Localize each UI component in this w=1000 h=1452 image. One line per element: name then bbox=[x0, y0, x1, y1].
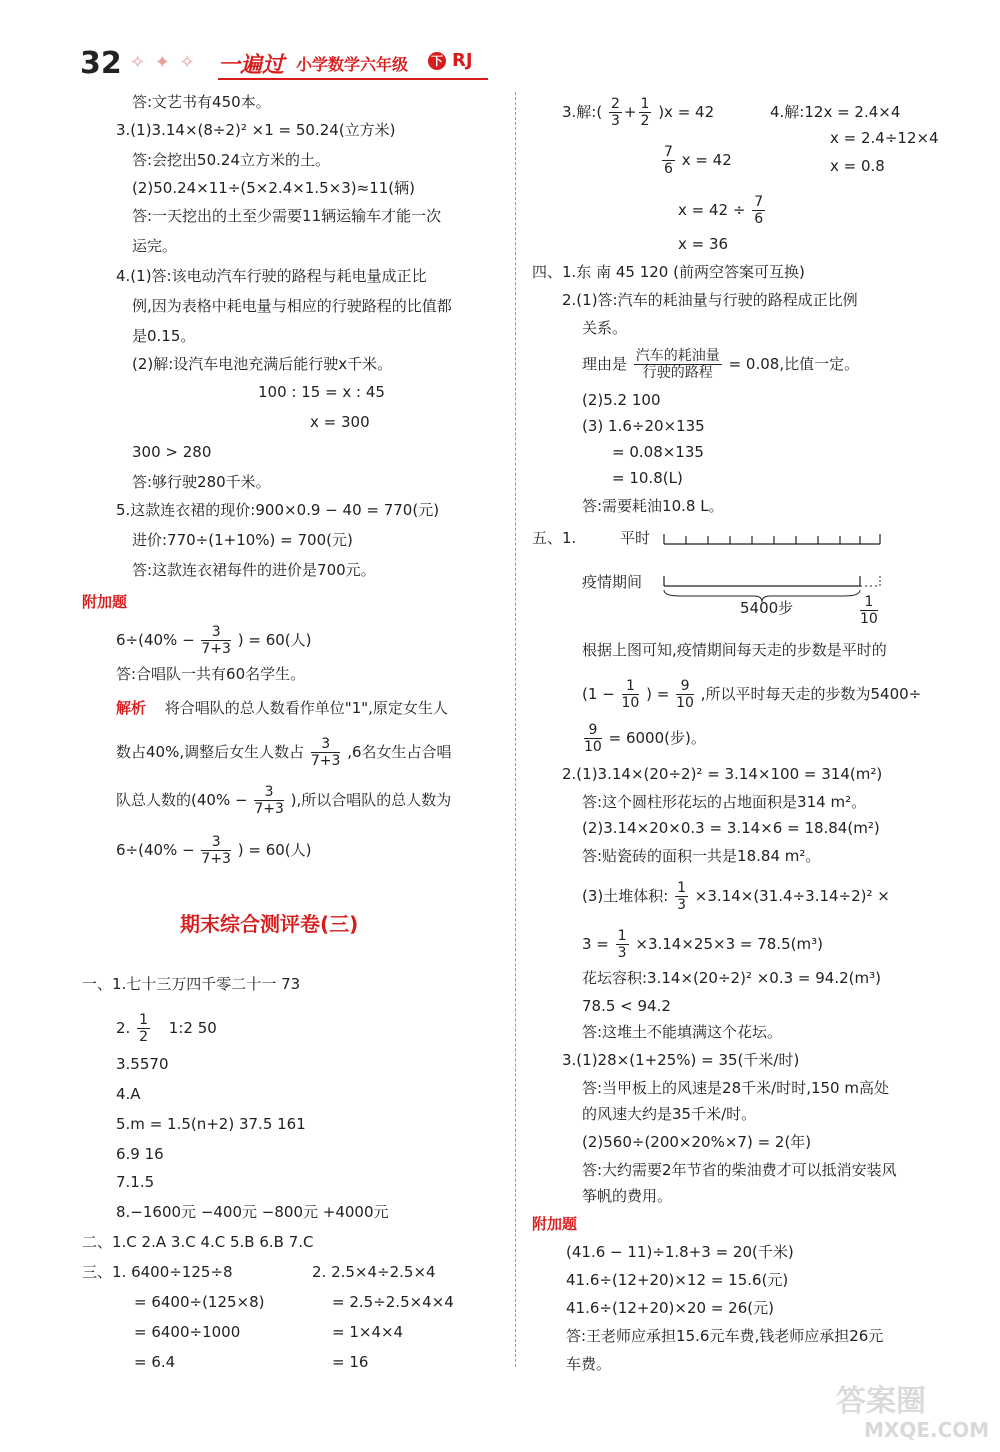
text-fragment: (1 − bbox=[582, 685, 615, 703]
answer-line: 四、1.东 南 45 120 (前两空答案可互换) bbox=[532, 263, 805, 281]
page-number: 32 bbox=[80, 46, 122, 81]
fraction-numerator: 7 bbox=[664, 144, 673, 160]
fraction-denominator: 7+3 bbox=[310, 753, 341, 769]
fraction-numerator: 3 bbox=[311, 736, 341, 753]
brand-logo: 一遍过 bbox=[218, 53, 285, 78]
equation-line: x = 36 bbox=[678, 235, 729, 253]
equation-line: x = 2.4÷12×4 bbox=[830, 129, 939, 147]
fraction bbox=[639, 96, 652, 129]
answer-line: 4.(1)答:该电动汽车行驶的路程与耗电量成正比 bbox=[116, 267, 427, 285]
answer-line: 花坛容积:3.14×(20÷2)² ×0.3 = 94.2(m³) bbox=[582, 969, 881, 987]
fraction bbox=[860, 594, 878, 627]
text-fragment: x = 42 ÷ bbox=[678, 201, 746, 219]
answer-line: 答:文艺书有450本。 bbox=[132, 93, 271, 111]
answer-line: 答:需要耗油10.8 L。 bbox=[582, 497, 724, 515]
answer-line: 三、1. 6400÷125÷8 bbox=[82, 1263, 233, 1281]
bonus-heading: 附加题 bbox=[82, 593, 128, 611]
fraction-numerator: 7 bbox=[754, 194, 764, 210]
header-decoration: ✧ ✦ ✧ bbox=[130, 52, 197, 73]
fraction bbox=[752, 194, 765, 227]
answer-line: 答:王老师应承担15.6元车费,钱老师应承担26元 bbox=[566, 1327, 884, 1345]
volume-badge: 下 bbox=[428, 52, 446, 70]
answer-line: 答:贴瓷砖的面积一共是18.84 m²。 bbox=[582, 847, 821, 865]
answer-line: (41.6 − 11)÷1.8+3 = 20(千米) bbox=[566, 1243, 794, 1261]
answer-line: (2)560÷(200×20%×7) = 2(年) bbox=[582, 1133, 812, 1151]
analysis-line bbox=[116, 784, 451, 817]
analysis-line bbox=[116, 736, 452, 769]
fraction bbox=[609, 96, 622, 129]
answer-line: 5.m = 1.5(n+2) 37.5 161 bbox=[116, 1115, 306, 1133]
fraction bbox=[584, 722, 602, 755]
text-fragment: = 6000(步)。 bbox=[608, 729, 706, 747]
fraction-denominator: 10 bbox=[584, 739, 602, 755]
text-fragment: 3 = bbox=[582, 935, 609, 953]
text-fragment: ,所以平时每天走的步数为5400÷ bbox=[700, 685, 922, 703]
equation-line: = 6400÷1000 bbox=[134, 1323, 241, 1341]
equation-line: x = 0.8 bbox=[830, 157, 885, 175]
answer-line: 41.6÷(12+20)×12 = 15.6(元) bbox=[566, 1271, 789, 1289]
bonus-equation bbox=[116, 624, 312, 657]
fraction-denominator: 3 bbox=[611, 113, 620, 129]
fraction-denominator: 行驶的路程 bbox=[642, 365, 713, 381]
answer-line bbox=[116, 1012, 217, 1045]
answer-line: 运完。 bbox=[132, 237, 178, 255]
answer-line: 一、1.七十三万四千零二十一 73 bbox=[82, 975, 301, 993]
equation-line: 2. 2.5×4÷2.5×4 bbox=[312, 1263, 436, 1281]
equation-line: = 16 bbox=[332, 1353, 369, 1371]
answer-line: (2)5.2 100 bbox=[582, 391, 661, 409]
answer-line: 3.(1)28×(1+25%) = 35(千米/时) bbox=[562, 1051, 800, 1069]
fraction-numerator: 1 bbox=[677, 880, 687, 896]
text-fragment: ×3.14×(31.4÷3.14÷2)² × bbox=[694, 887, 890, 905]
analysis-line bbox=[116, 834, 312, 867]
answer-line: 答:合唱队一共有60名学生。 bbox=[116, 665, 306, 683]
answer-line bbox=[582, 928, 823, 961]
answer-line: 关系。 bbox=[582, 319, 628, 337]
text-fragment: 将合唱队的总人数看作单位"1",原定女生人 bbox=[164, 699, 448, 717]
answer-line: 根据上图可知,疫情期间每天走的步数是平时的 bbox=[582, 641, 887, 659]
step-diagram bbox=[660, 526, 890, 636]
text-fragment: = 0.08,比值一定。 bbox=[728, 355, 860, 373]
answer-line: (2)50.24×11÷(5×2.4×1.5×3)≈11(辆) bbox=[132, 179, 415, 197]
answer-line bbox=[582, 722, 706, 755]
answer-line: 4.A bbox=[116, 1085, 141, 1103]
fraction bbox=[676, 678, 694, 711]
diagram-label-steps: 5400步 bbox=[740, 599, 794, 617]
text-fragment: ×3.14×25×3 = 78.5(m³) bbox=[635, 935, 823, 953]
fraction-denominator: 3 bbox=[617, 945, 627, 961]
answer-line: 2.(1)3.14×(20÷2)² = 3.14×100 = 314(m²) bbox=[562, 765, 883, 783]
answer-line: (2)解:设汽车电池充满后能行驶x千米。 bbox=[132, 355, 393, 373]
column-divider bbox=[515, 92, 516, 1367]
equation-line: = 6400÷(125×8) bbox=[134, 1293, 265, 1311]
answer-line: 78.5 < 94.2 bbox=[582, 997, 671, 1015]
fraction-denominator: 7+3 bbox=[201, 641, 231, 657]
fraction-denominator: 6 bbox=[664, 161, 673, 177]
fraction bbox=[254, 784, 284, 817]
equation-line: = 0.08×135 bbox=[612, 443, 704, 461]
answer-line: 的风速大约是35千米/时。 bbox=[582, 1105, 757, 1123]
fraction bbox=[137, 1012, 150, 1045]
fraction-denominator: 10 bbox=[621, 695, 640, 711]
equation-line: = 1×4×4 bbox=[332, 1323, 404, 1341]
text-fragment: x = 42 bbox=[681, 151, 732, 169]
fraction bbox=[201, 624, 231, 657]
answer-line: 6.9 16 bbox=[116, 1145, 164, 1163]
equation-line: 3.解:( $\frac{2}{3}$ + $\frac{1}{2}$ )x = 42 bbox=[562, 96, 715, 129]
fraction-numerator: 1 bbox=[617, 928, 627, 944]
fraction-numerator: 1 bbox=[640, 96, 650, 112]
answer-line: 41.6÷(12+20)×20 = 26(元) bbox=[566, 1299, 774, 1317]
answer-line: 答:大约需要2年节省的柴油费才可以抵消安装风 bbox=[582, 1161, 897, 1179]
text-fragment: ),所以合唱队的总人数为 bbox=[290, 791, 452, 809]
fraction-denominator: 7+3 bbox=[201, 851, 231, 867]
fraction-denominator: 10 bbox=[676, 695, 694, 711]
analysis-label: 解析 bbox=[116, 699, 147, 717]
subject-title: 小学数学六年级 bbox=[296, 55, 409, 74]
fraction-numerator: 1 bbox=[622, 678, 640, 695]
answer-line: 是0.15。 bbox=[132, 327, 196, 345]
answer-line: 二、1.C 2.A 3.C 4.C 5.B 6.B 7.C bbox=[82, 1233, 314, 1251]
bonus-heading: 附加题 bbox=[532, 1215, 578, 1233]
fraction-denominator: 2 bbox=[640, 113, 650, 129]
text-fragment: 3.解:( bbox=[562, 103, 603, 121]
fraction-numerator: 3 bbox=[201, 834, 231, 851]
answer-line bbox=[582, 880, 890, 913]
fraction bbox=[622, 678, 640, 711]
answer-line: 5.这款连衣裙的现价:900×0.9 − 40 = 770(元) bbox=[116, 501, 440, 519]
text-fragment: ) = 60(人) bbox=[237, 841, 312, 859]
answer-line: 车费。 bbox=[566, 1355, 612, 1373]
equation-line: x = 300 bbox=[310, 413, 370, 431]
answer-line: 8.−1600元 −400元 −800元 +4000元 bbox=[116, 1203, 389, 1221]
diagram-label-epidemic: 疫情期间 bbox=[582, 573, 643, 591]
text-fragment: ) = bbox=[646, 685, 670, 703]
fraction-numerator: 3 bbox=[254, 784, 284, 801]
header-rule bbox=[218, 78, 488, 80]
answer-line: 2.(1)答:汽车的耗油量与行驶的路程成正比例 bbox=[562, 291, 858, 309]
fraction-numerator: 2 bbox=[611, 96, 620, 112]
answer-line: 进价:770÷(1+10%) = 700(元) bbox=[132, 531, 353, 549]
fraction-denominator: 2 bbox=[139, 1029, 149, 1045]
fraction-numerator: 9 bbox=[584, 722, 602, 739]
answer-line: 答:会挖出50.24立方米的土。 bbox=[132, 151, 330, 169]
fraction-numerator: 1 bbox=[860, 594, 878, 611]
fraction-numerator: 9 bbox=[676, 678, 694, 695]
answer-line bbox=[582, 348, 859, 381]
equation-line: = 10.8(L) bbox=[612, 469, 683, 487]
text-fragment: (3)土堆体积: bbox=[582, 887, 669, 905]
equation-line: = 6.4 bbox=[134, 1353, 176, 1371]
diagram-label-normal: 平时 bbox=[620, 529, 651, 547]
answer-line: (2)3.14×20×0.3 = 3.14×6 = 18.84(m²) bbox=[582, 819, 880, 837]
fraction bbox=[675, 880, 688, 913]
text-fragment: 理由是 bbox=[582, 355, 628, 373]
section-title: 期末综合测评卷(三) bbox=[180, 912, 359, 936]
analysis-line bbox=[116, 698, 448, 718]
answer-line: 答:够行驶280千米。 bbox=[132, 473, 271, 491]
watermark-logo: 答案圈 bbox=[836, 1384, 926, 1419]
answer-line: 答:这款连衣裙每件的进价是700元。 bbox=[132, 561, 376, 579]
answer-line: 例,因为表格中耗电量与相应的行驶路程的比值都 bbox=[132, 297, 452, 315]
fraction-denominator: 6 bbox=[754, 211, 764, 227]
edition-label: RJ bbox=[452, 50, 473, 71]
text-fragment: ,6名女生占合唱 bbox=[347, 743, 452, 761]
answer-line: 答:这堆土不能填满这个花坛。 bbox=[582, 1023, 783, 1041]
equation-line: 4.解:12x = 2.4×4 bbox=[770, 103, 901, 121]
answer-line: (3) 1.6÷20×135 bbox=[582, 417, 705, 435]
fraction-denominator: 10 bbox=[860, 611, 878, 627]
fraction-numerator: 3 bbox=[201, 624, 231, 641]
text-fragment: 1:2 50 bbox=[168, 1019, 217, 1037]
fraction bbox=[201, 834, 231, 867]
fraction-numerator: 1 bbox=[139, 1012, 149, 1028]
text-fragment: 队总人数的(40% − bbox=[116, 791, 248, 809]
fraction bbox=[662, 144, 675, 177]
text-fragment: 6÷(40% − bbox=[116, 841, 195, 859]
fraction bbox=[616, 928, 629, 961]
fraction-numerator: 汽车的耗油量 bbox=[635, 348, 720, 364]
answer-line: 3.5570 bbox=[116, 1055, 169, 1073]
text-fragment: 2. bbox=[116, 1019, 131, 1037]
answer-line: 答:当甲板上的风速是28千米/时时,150 m高处 bbox=[582, 1079, 889, 1097]
answer-line: 筝帆的费用。 bbox=[582, 1187, 673, 1205]
fraction bbox=[634, 348, 722, 381]
equation-line: = 2.5÷2.5×4×4 bbox=[332, 1293, 454, 1311]
fraction-denominator: 3 bbox=[677, 897, 687, 913]
equation-line: 100 : 15 = x : 45 bbox=[258, 383, 385, 401]
page-header bbox=[0, 0, 1000, 90]
equation-line bbox=[660, 144, 732, 177]
answer-line: 五、1. bbox=[532, 529, 577, 547]
answer-line: 答:一天挖出的土至少需要11辆运输车才能一次 bbox=[132, 207, 442, 225]
diagram-fraction bbox=[858, 594, 880, 627]
answer-line: 300 > 280 bbox=[132, 443, 212, 461]
answer-line: 3.(1)3.14×(8÷2)² ×1 = 50.24(立方米) bbox=[116, 121, 396, 139]
equation-line bbox=[678, 194, 767, 227]
text-fragment: 6÷(40% − bbox=[116, 631, 195, 649]
text-fragment: 数占40%,调整后女生人数占 bbox=[116, 743, 305, 761]
watermark-url: MXQE.COM bbox=[864, 1418, 990, 1442]
fraction-denominator: 7+3 bbox=[254, 801, 284, 817]
answer-line bbox=[582, 678, 921, 711]
text-fragment: )x = 42 bbox=[658, 103, 715, 121]
answer-line: 7.1.5 bbox=[116, 1173, 155, 1191]
answer-line: 答:这个圆柱形花坛的占地面积是314 m²。 bbox=[582, 793, 867, 811]
text-fragment: ) = 60(人) bbox=[237, 631, 312, 649]
fraction bbox=[311, 736, 341, 769]
